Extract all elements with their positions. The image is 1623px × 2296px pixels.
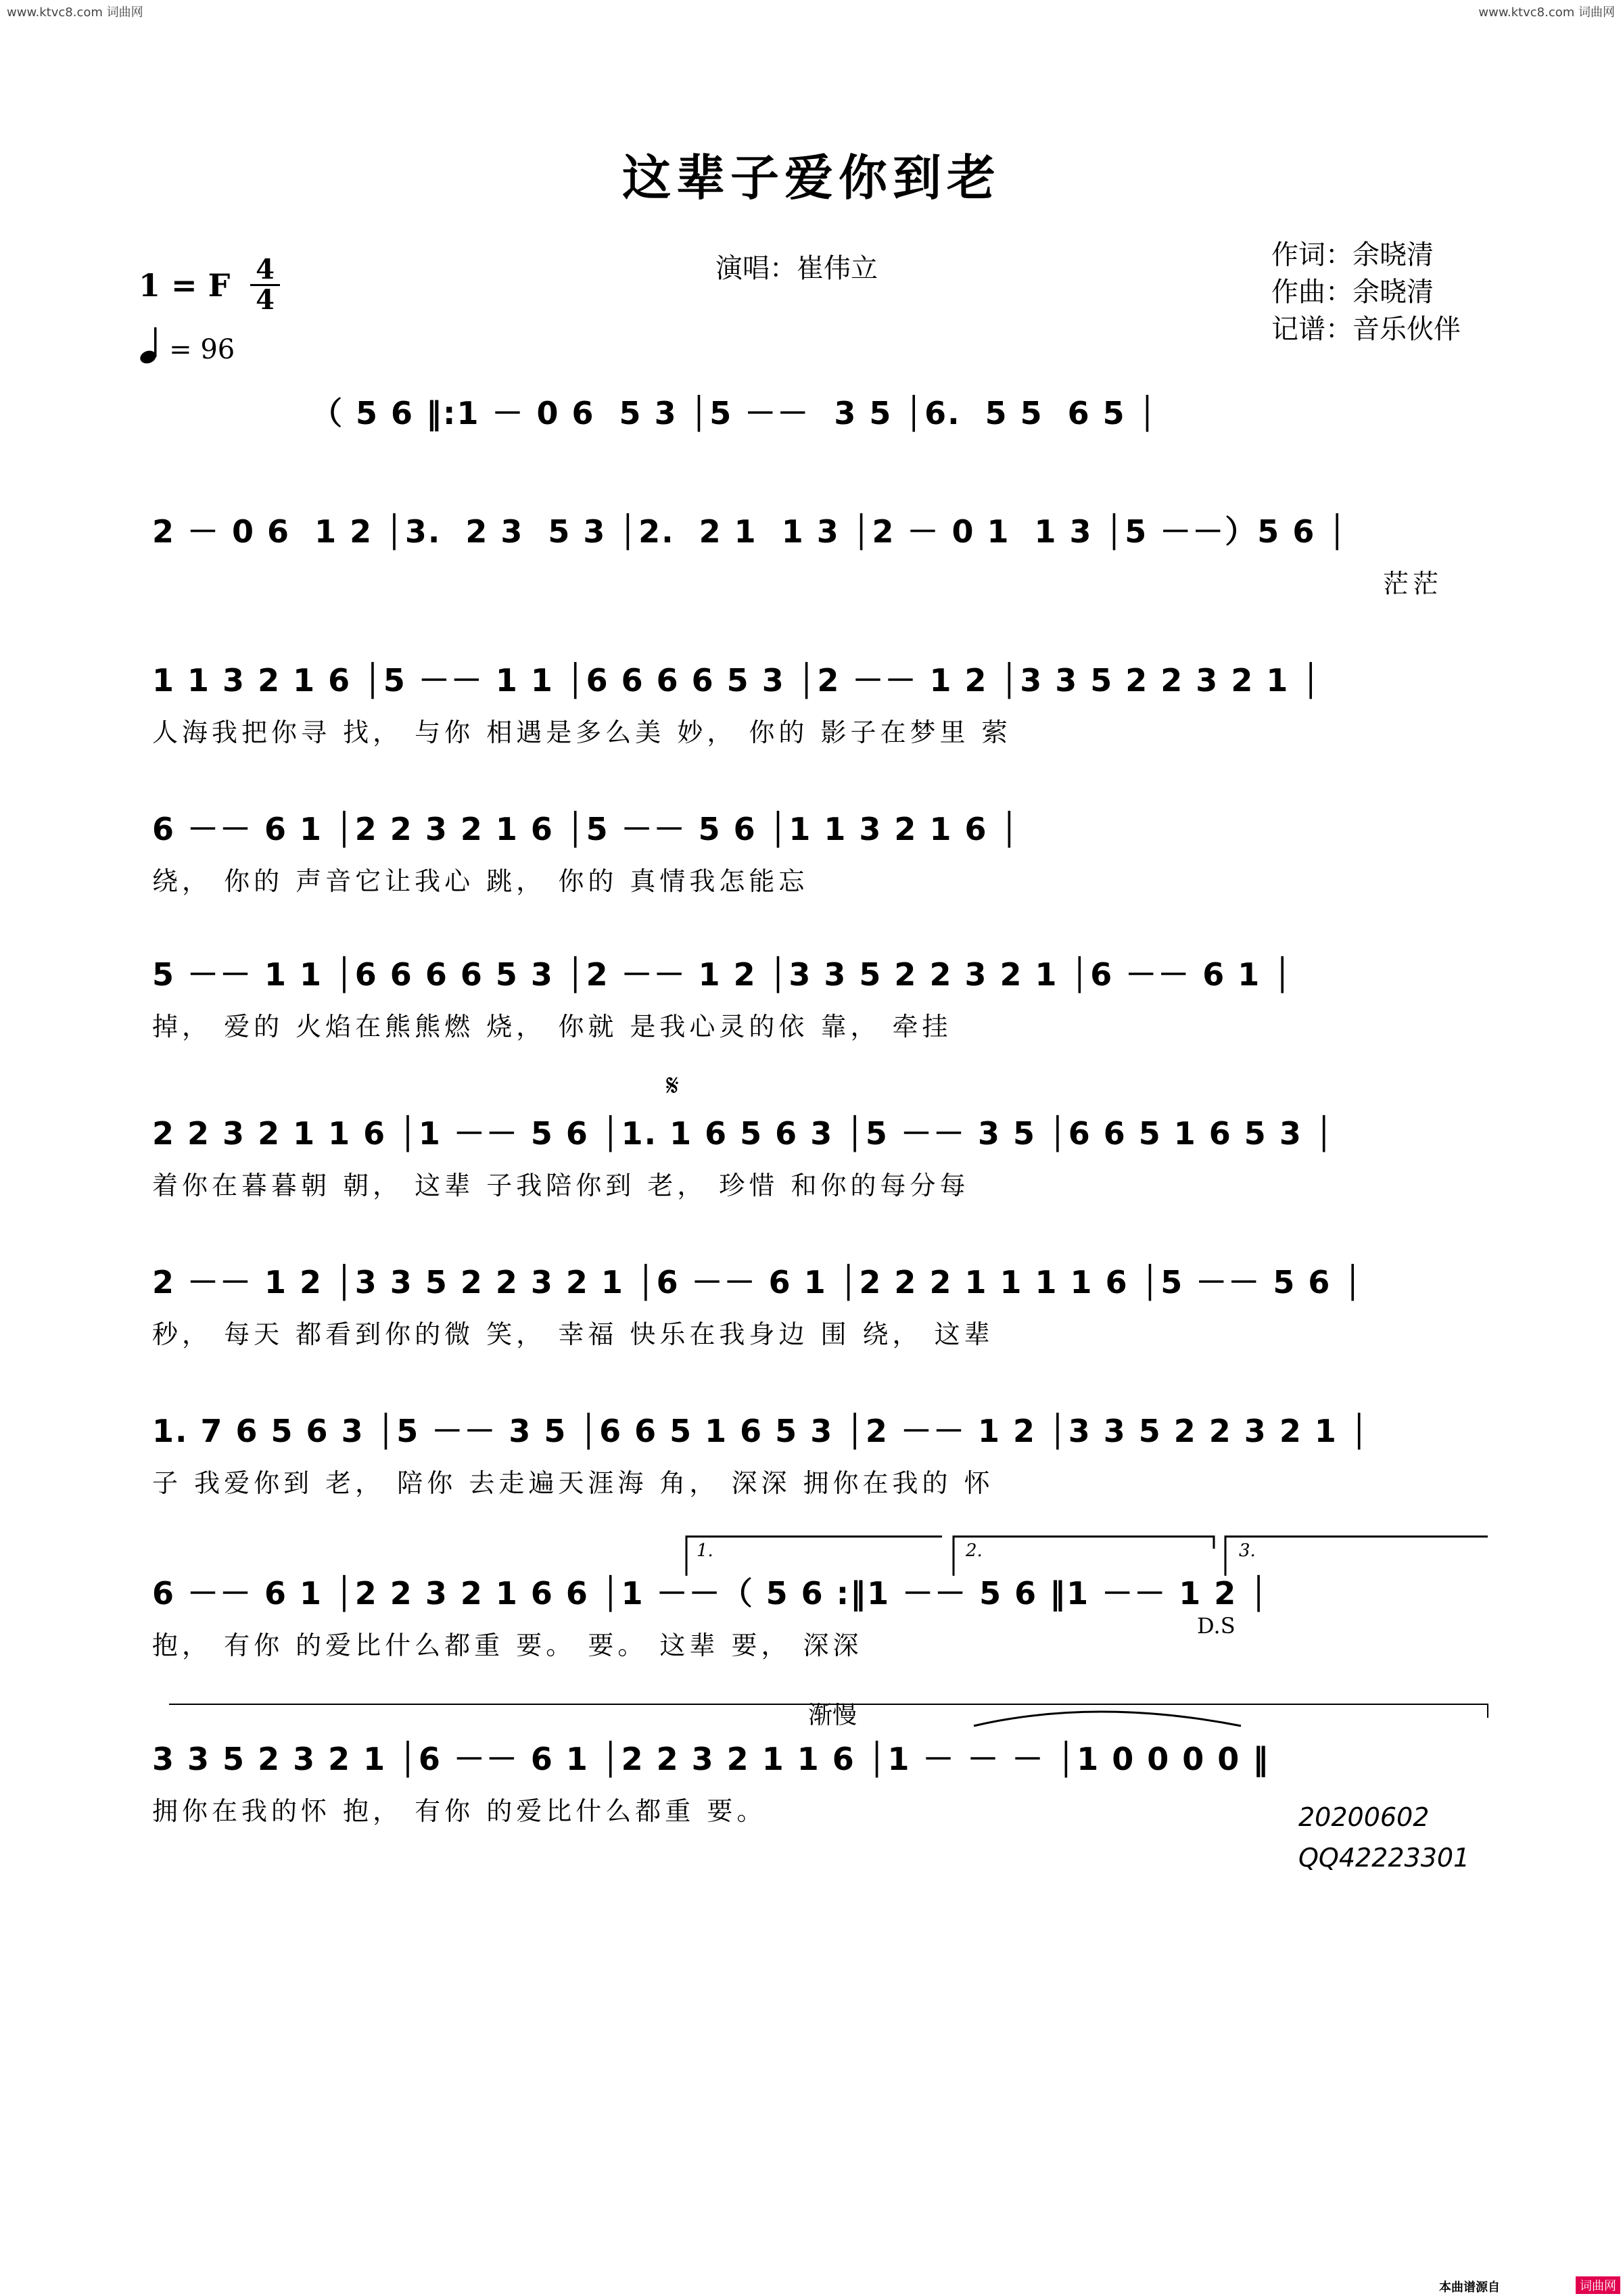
lyric-line: 子 我爱你到 老， 陪你 去走遍天涯海 角， 深深 拥你在我的 怀	[152, 1468, 994, 1498]
segno-icon: 𝄋	[666, 1069, 679, 1103]
time-bottom: 4	[250, 284, 280, 314]
footer-source-text: 本曲谱源自	[1439, 2280, 1500, 2295]
lyric-line: 着你在暮暮朝 朝， 这辈 子我陪你到 老， 珍惜 和你的每分每	[152, 1171, 970, 1200]
notation-line: 1 1 3 2 1 6 │5 －－ 1 1 │6 6 6 6 5 3 │2 －－ 1 2 │3 3 5 2 2 3 2 1 │	[152, 662, 1322, 699]
lyric-line: 绕， 你的 声音它让我心 跳， 你的 真情我怎能忘	[152, 866, 809, 896]
notation-line: 2 －－ 1 2 │3 3 5 2 2 3 2 1 │6 －－ 6 1 │2 2 2 1 1 1 1 6 │5 －－ 5 6 │	[152, 1264, 1364, 1301]
ds-marking: D.S	[1197, 1613, 1236, 1639]
ending-3-label: 3.	[1239, 1541, 1256, 1561]
lyricist-credit: 作词：余晓清	[1271, 239, 1434, 271]
tempo-value: = 96	[169, 334, 235, 365]
lyric-line: 掉， 爱的 火焰在熊熊燃 烧， 你就 是我心灵的依 靠， 牵挂	[152, 1012, 952, 1041]
notation-line: 2 － 0 6 1 2 │3. 2 3 5 3 │2. 2 1 1 3 │2 － 0 1 1 3 │5 －－）5 6 │	[152, 513, 1348, 550]
qq-stamp: QQ42223301	[1298, 1843, 1470, 1873]
time-top: 4	[256, 254, 275, 285]
ending-2-label: 2.	[966, 1541, 983, 1561]
notation-line: 5 －－ 1 1 │6 6 6 6 5 3 │2 －－ 1 2 │3 3 5 2 2 3 2 1 │6 －－ 6 1 │	[152, 956, 1294, 993]
header-site-text: www.ktvc8.com 词曲网	[7, 5, 143, 20]
singer-credit: 演唱：崔伟立	[715, 253, 878, 284]
lyric-line: 抱， 有你 的爱比什么都重 要。 要。 这辈 要， 深深	[152, 1631, 863, 1660]
notation-line: 2 2 3 2 1 1 6 │1 －－ 5 6 │1. 1 6 5 6 3 │5 －－ 3 5 │6 6 5 1 6 5 3 │	[152, 1115, 1335, 1152]
lyric-line: 拥你在我的怀 抱， 有你 的爱比什么都重 要。	[152, 1796, 767, 1826]
ending-1-label: 1.	[697, 1541, 713, 1561]
song-title: 这辈子爱你到老	[621, 149, 1001, 206]
ritardando-marking: 渐慢	[808, 1702, 857, 1729]
notation-line: （ 5 6 ‖:1 － 0 6 5 3 │5 －－ 3 5 │6. 5 5 6 5 │	[311, 395, 1158, 431]
footer-brand-badge: 词曲网	[1576, 2276, 1620, 2294]
notation-line: 6 －－ 6 1 │2 2 3 2 1 6 6 │1 －－（ 5 6 :‖1 －－ 5 6 ‖1 －－ 1 2 │	[152, 1575, 1269, 1612]
header-site-text-right: www.ktvc8.com 词曲网	[1478, 5, 1615, 20]
lyric-line: 茫茫	[1383, 569, 1443, 599]
key-signature: 1 = F	[139, 267, 231, 304]
lyric-line: 人海我把你寻 找， 与你 相遇是多么美 妙， 你的 影子在梦里 萦	[152, 718, 1012, 747]
notation-line: 6 －－ 6 1 │2 2 3 2 1 6 │5 －－ 5 6 │1 1 3 2 1 6 │	[152, 811, 1020, 847]
notation-line: 3 3 5 2 3 2 1 │6 －－ 6 1 │2 2 3 2 1 1 6 │1 － － － │1 0 0 0 0 ‖	[152, 1741, 1270, 1777]
date-stamp: 20200602	[1298, 1802, 1430, 1832]
notation-line: 1. 7 6 5 6 3 │5 －－ 3 5 │6 6 5 1 6 5 3 │2 －－ 1 2 │3 3 5 2 2 3 2 1 │	[152, 1413, 1370, 1449]
transcriber-credit: 记谱：音乐伙伴	[1271, 314, 1461, 345]
composer-credit: 作曲：余晓清	[1271, 277, 1434, 308]
lyric-line: 秒， 每天 都看到你的微 笑， 幸福 快乐在我身边 围 绕， 这辈	[152, 1319, 994, 1349]
